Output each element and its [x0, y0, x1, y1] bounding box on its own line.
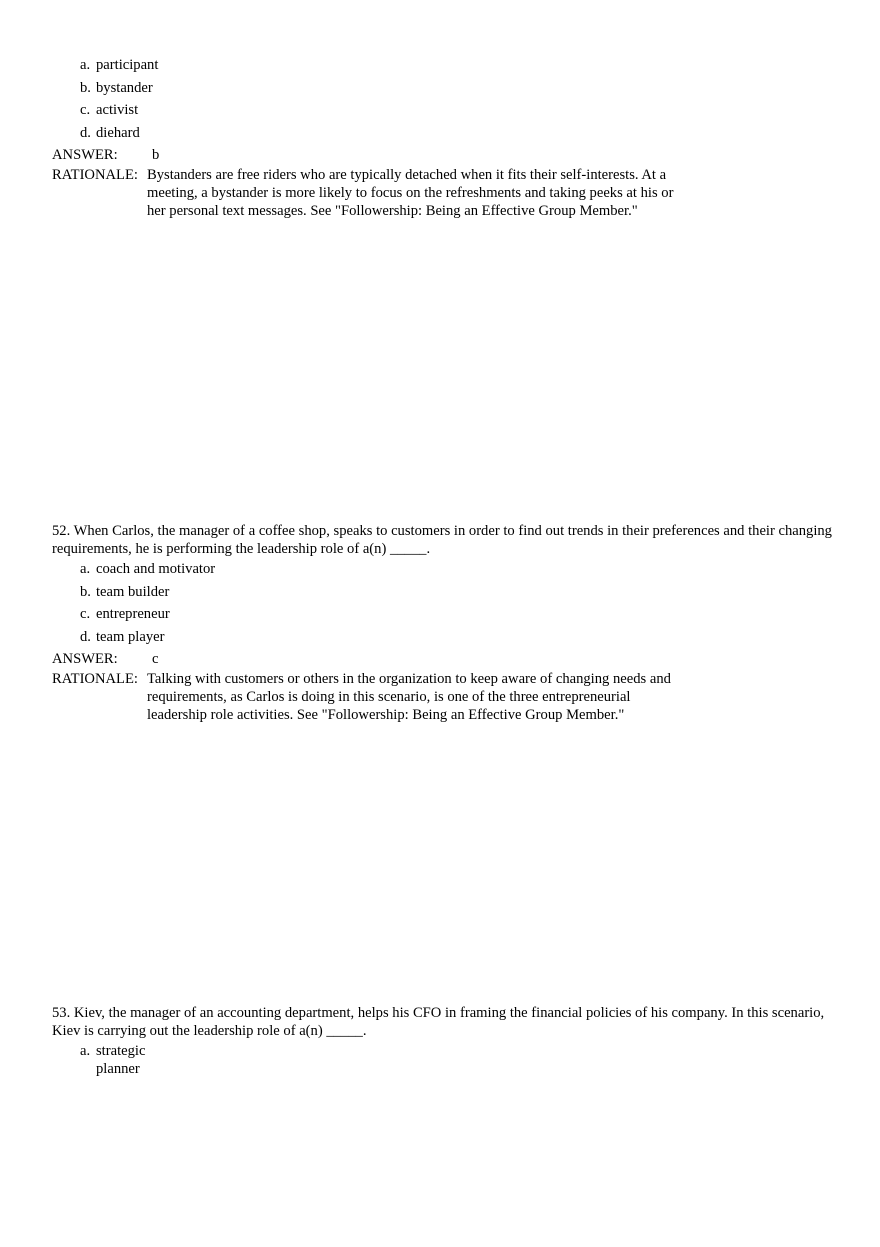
- rationale-text: Bystanders are free riders who are typically detached when it fits their self-interests. At a meeting, a bystander is more likely to focus on the refreshments and taking peeks at his or her personal text messages. See "Followership: Being an Effective Group Member.": [147, 167, 674, 219]
- option-letter: b.: [80, 79, 91, 96]
- question-stem: 53. Kiev, the manager of an accounting department, helps his CFO in framing the financial policies of his company. In this scenario, Kiev is carrying out the leadership role of a(n) _____.: [52, 1005, 825, 1039]
- answer-row: [52, 650, 842, 670]
- option-text: activist: [96, 102, 139, 118]
- option-c: [52, 101, 842, 124]
- option-c: [52, 605, 842, 628]
- question-53: [52, 1004, 842, 1078]
- rationale-row: [52, 166, 842, 220]
- option-text: diehard: [96, 124, 140, 141]
- option-letter: a.: [80, 1043, 91, 1059]
- option-text: bystander: [96, 79, 153, 96]
- option-a: [52, 56, 842, 79]
- option-d: [52, 628, 842, 651]
- option-text: coach and motivator: [96, 561, 216, 577]
- option-letter: a.: [80, 561, 91, 577]
- question-51: [52, 56, 842, 220]
- option-b: [52, 583, 842, 606]
- question-52: [52, 522, 842, 724]
- answer-row: [52, 146, 842, 166]
- rationale-label: RATIONALE:: [52, 671, 138, 687]
- option-letter: c.: [80, 606, 91, 622]
- answer-value: c: [152, 651, 159, 667]
- option-letter: d.: [80, 628, 91, 645]
- option-letter: c.: [80, 102, 91, 118]
- answer-label: ANSWER:: [52, 651, 118, 667]
- option-text: participant: [96, 57, 159, 73]
- option-a: [52, 1042, 842, 1078]
- option-letter: d.: [80, 124, 91, 141]
- option-letter: a.: [80, 57, 91, 73]
- question-stem: 52. When Carlos, the manager of a coffee shop, speaks to customers in order to find out trends in their preferences and their changing requirements, he is performing the leadership role of a(n) _____.: [52, 523, 832, 557]
- option-text: team player: [96, 628, 165, 645]
- rationale-label: RATIONALE:: [52, 167, 138, 183]
- option-d: [52, 124, 842, 147]
- option-text: team builder: [96, 583, 170, 600]
- rationale-text: Talking with customers or others in the organization to keep aware of changing needs and requirements, as Carlos is doing in this scenario, is one of the three entrepreneurial leadership role activities. See "Followership: Being an Effective Group Member.": [147, 671, 671, 723]
- rationale-row: [52, 670, 842, 724]
- option-text: entrepreneur: [96, 606, 170, 622]
- option-a: [52, 560, 842, 583]
- answer-label: ANSWER:: [52, 147, 118, 163]
- option-letter: b.: [80, 583, 91, 600]
- answer-value: b: [152, 147, 160, 163]
- option-b: [52, 79, 842, 102]
- option-text: strategic planner: [96, 1043, 146, 1077]
